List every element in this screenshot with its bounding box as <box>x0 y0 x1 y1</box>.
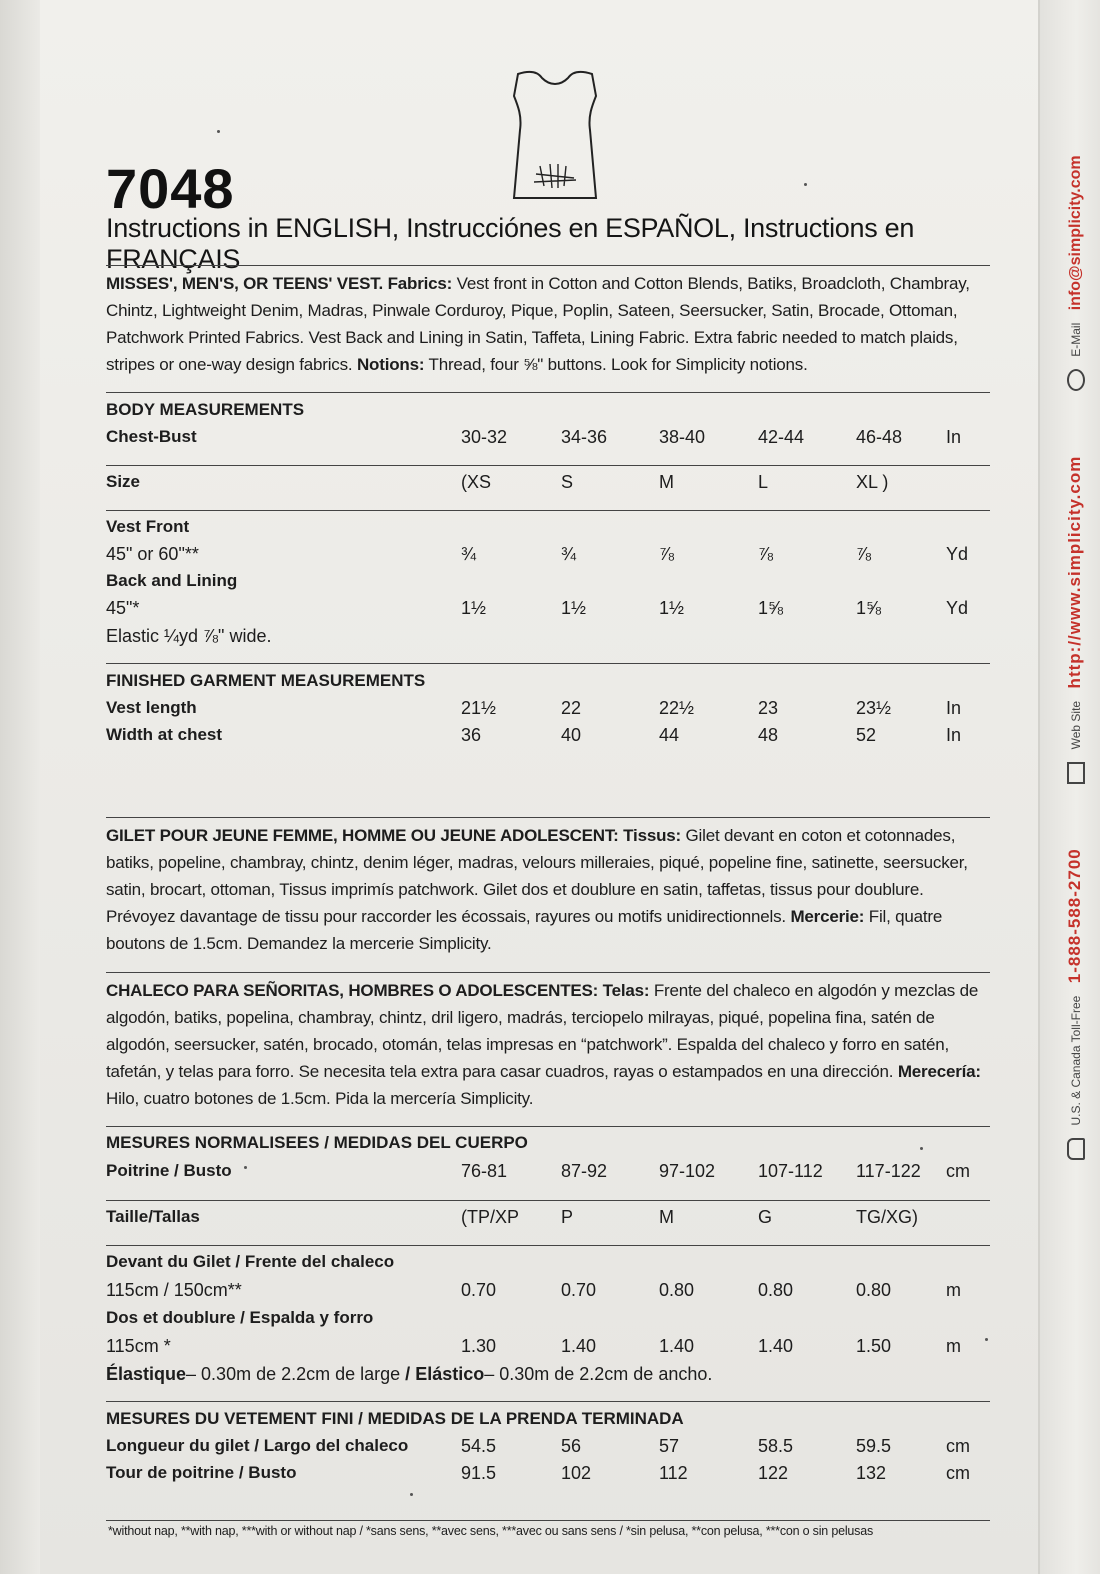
chest-value: 42-44 <box>758 427 805 447</box>
metric-back-m: 1.40 <box>561 1336 597 1356</box>
width-chest-label: Width at chest <box>106 725 223 744</box>
english-heading: MISSES', MEN'S, OR TEENS' VEST. <box>106 274 384 293</box>
vest-length-value: 23½ <box>856 698 892 718</box>
vest-front-yd: ¾ <box>561 544 577 564</box>
back-lining-yd: 1½ <box>561 598 587 618</box>
metric-chest-value: 117-122 <box>856 1161 921 1181</box>
divider <box>106 265 990 266</box>
metric-bust-value: 112 <box>659 1463 688 1483</box>
metric-size-value: TG/XG) <box>856 1207 918 1227</box>
vest-length-value: 22½ <box>659 698 695 718</box>
divider <box>106 1126 990 1127</box>
envelope-left-fold <box>0 0 40 1574</box>
divider <box>106 663 990 664</box>
metric-bust-value: 102 <box>561 1463 592 1483</box>
metric-bust-label: Tour de poitrine / Busto <box>106 1463 297 1482</box>
finished-heading: FINISHED GARMENT MEASUREMENTS <box>106 671 426 690</box>
size-value: (XS <box>461 472 492 492</box>
french-notions-text: Fil, quatre boutons de 1.5cm. Demandez la mercerie Simplicity. <box>106 907 943 953</box>
metric-chest-value: 87-92 <box>561 1161 608 1181</box>
back-lining-yd: 1½ <box>659 598 685 618</box>
metric-elastic-row <box>106 1364 996 1390</box>
divider <box>106 1200 990 1201</box>
email-icon <box>1067 369 1085 391</box>
english-fabrics-text: Vest front in Cotton and Cotton Blends, Batiks, Broadcloth, Chambray, Chintz, Lightweight Denim, Madras, Pinwale Corduroy, Pique, Poplin, Sateen, Seersucker, Satin, Brocade, Ottoman, Patchwork Printed Fabrics. Vest Back and Lining in Satin, Taffeta, Lining Fabric. Extra fabric needed to match plaids, stripes or one-way design fabrics. <box>106 274 970 374</box>
spanish-notions-text: Hilo, cuatro botones de 1.5cm. Pida la mercería Simplicity. <box>106 1089 534 1108</box>
spanish-fabrics-text: Frente del chaleco en algodón y mezclas de algodón, batiks, popelina, chambray, chintz, dril ligero, madrás, terciopelo milrayas, piqué, popelina fina, satén de algodón, seersucker, satén, brocado, otomán, telas impresas en “patchwork”. Espalda del chaleco y forro en satén, tafetán, y telas para forro. Se necesita tela extra para casar cuadros, rayas o estampados en una dirección. <box>106 981 979 1081</box>
english-notions-label: Notions: <box>356 355 425 374</box>
size-value: L <box>758 472 769 492</box>
metric-front-m: 0.80 <box>659 1280 695 1300</box>
metric-front-m: 0.70 <box>561 1280 597 1300</box>
divider <box>106 1401 990 1402</box>
metric-length-value: 59.5 <box>856 1436 892 1456</box>
spanish-fabrics-label: Telas: <box>602 981 650 1000</box>
metric-size-value: P <box>561 1207 574 1227</box>
metric-front-unit: m <box>946 1280 961 1300</box>
metric-bust-row <box>106 1463 996 1489</box>
metric-chest-unit: cm <box>946 1161 970 1181</box>
chest-label: Chest-Bust <box>106 427 197 446</box>
metric-front-row <box>106 1280 996 1306</box>
paper-speck <box>985 1338 988 1341</box>
metric-back-label: Dos et doublure / Espalda y forro <box>106 1308 374 1327</box>
nap-footnote: *without nap, **with nap, ***with or without nap / *sans sens, **avec sens, ***avec ou sans sens / *sin pelusa, **con pelusa, ***con o sin pelusas <box>108 1524 874 1538</box>
divider <box>106 510 990 511</box>
english-fabrics-label: Fabrics: <box>387 274 453 293</box>
elastic-note: Elastic ¼yd ⅞" wide. <box>106 626 272 646</box>
spanish-heading: CHALECO PARA SEÑORITAS, HOMBRES O ADOLESCENTES: <box>106 981 599 1000</box>
metric-length-value: 54.5 <box>461 1436 497 1456</box>
metric-chest-value: 107-112 <box>758 1161 823 1181</box>
width-chest-value: 40 <box>561 725 582 745</box>
vest-front-yd: ⅞ <box>659 544 675 564</box>
metric-bust-value: 91.5 <box>461 1463 497 1483</box>
metric-back-width: 115cm * <box>106 1336 171 1356</box>
french-fabrics-label: Tissus: <box>623 826 681 845</box>
metric-size-value: M <box>659 1207 674 1227</box>
vest-length-unit: In <box>946 698 962 718</box>
metric-size-row <box>106 1207 996 1233</box>
metric-back-m: 1.30 <box>461 1336 497 1356</box>
divider <box>106 1520 990 1521</box>
metric-size-value: (TP/XP <box>461 1207 520 1227</box>
metric-size-label: Taille/Tallas <box>106 1207 200 1226</box>
english-notions-text: Thread, four ⅝" buttons. Look for Simplicity notions. <box>428 355 808 374</box>
vest-length-row <box>106 698 996 724</box>
vest-front-label-row <box>106 517 996 543</box>
size-row <box>106 472 996 498</box>
vest-length-label: Vest length <box>106 698 197 717</box>
back-lining-width: 45"* <box>106 598 140 618</box>
phone-icon <box>1067 1138 1085 1160</box>
divider <box>106 392 990 393</box>
chest-value: 38-40 <box>659 427 706 447</box>
email-link[interactable]: info@simplicity.com <box>1067 155 1084 311</box>
vest-front-width: 45" or 60"** <box>106 544 199 564</box>
french-heading: GILET POUR JEUNE FEMME, HOMME OU JEUNE ADOLESCENT: <box>106 826 619 845</box>
metric-chest-value: 76-81 <box>461 1161 508 1181</box>
french-notions-label: Mercerie: <box>790 907 865 926</box>
paper-speck <box>410 1493 413 1496</box>
vest-length-value: 21½ <box>461 698 497 718</box>
chest-value: 30-32 <box>461 427 508 447</box>
back-lining-row <box>106 598 996 624</box>
metric-length-value: 57 <box>659 1436 680 1456</box>
paper-speck <box>920 1147 923 1150</box>
size-value: M <box>659 472 674 492</box>
metric-length-value: 58.5 <box>758 1436 794 1456</box>
metric-front-label: Devant du Gilet / Frente del chaleco <box>106 1252 395 1271</box>
computer-icon <box>1067 762 1085 784</box>
divider <box>106 465 990 466</box>
metric-back-m: 1.40 <box>659 1336 695 1356</box>
metric-bust-value: 132 <box>856 1463 887 1483</box>
metric-front-m: 0.80 <box>856 1280 892 1300</box>
width-chest-value: 36 <box>461 725 482 745</box>
elastic-es-text: – 0.30m de 2.2cm de ancho. <box>484 1364 713 1384</box>
french-fabrics-text: Gilet devant en coton et cotonnades, batiks, popeline, chambray, chintz, denim léger, madras, velours milleraies, piqué, popeline fine, satinette, seersucker, satin, brocart, ottoman, Tissus imprimís patchwork. Gilet dos et doublure en satin, taffetas, tissus pour doublure. Prévoyez davantage de tissu pour raccorder les écossais, rayures ou motifs unidirectionnels. <box>106 826 968 926</box>
metric-length-label: Longueur du gilet / Largo del chaleco <box>106 1436 409 1455</box>
vest-front-unit: Yd <box>946 544 969 564</box>
metric-chest-row <box>106 1161 996 1187</box>
vest-back-sketch-icon <box>500 66 610 206</box>
metric-front-label-row <box>106 1252 996 1278</box>
vest-front-yd: ¾ <box>461 544 477 564</box>
french-description <box>106 822 996 957</box>
metric-front-m: 0.70 <box>461 1280 497 1300</box>
metric-back-m: 1.40 <box>758 1336 794 1356</box>
divider <box>106 1245 990 1246</box>
width-chest-row <box>106 725 996 751</box>
pattern-number: 7048 <box>106 157 235 220</box>
back-lining-yd: 1½ <box>461 598 487 618</box>
email-label: E-Mail <box>1069 322 1083 357</box>
vest-front-yd: ⅞ <box>856 544 872 564</box>
vest-length-value: 22 <box>561 698 582 718</box>
metric-front-m: 0.80 <box>758 1280 794 1300</box>
back-lining-label-row <box>106 571 996 597</box>
metric-length-value: 56 <box>561 1436 582 1456</box>
back-lining-yd: 1⅝ <box>856 598 882 618</box>
metric-chest-value: 97-102 <box>659 1161 716 1181</box>
metric-length-unit: cm <box>946 1436 970 1456</box>
metric-front-width: 115cm / 150cm** <box>106 1280 242 1300</box>
paper-speck <box>244 1166 247 1169</box>
vest-front-row <box>106 544 996 570</box>
spanish-description <box>106 977 996 1112</box>
toll-free-label: U.S. & Canada Toll-Free <box>1069 995 1083 1126</box>
vest-front-yd: ⅞ <box>758 544 774 564</box>
paper-speck <box>217 130 220 133</box>
instructions-languages: Instructions in ENGLISH, Instrucciónes en ESPAÑOL, Instructions en FRANÇAIS <box>106 213 915 274</box>
metric-bust-value: 122 <box>758 1463 789 1483</box>
metric-body-heading: MESURES NORMALISEES / MEDIDAS DEL CUERPO <box>106 1133 528 1152</box>
back-lining-label: Back and Lining <box>106 571 238 590</box>
size-value: S <box>561 472 574 492</box>
contact-info <box>1065 155 1085 1160</box>
metric-back-label-row <box>106 1308 996 1334</box>
elastic-separator: / <box>400 1364 416 1384</box>
vest-length-value: 23 <box>758 698 779 718</box>
divider <box>106 972 990 973</box>
back-lining-yd: 1⅝ <box>758 598 784 618</box>
width-chest-value: 44 <box>659 725 680 745</box>
elastic-fr-label: Élastique <box>106 1364 187 1384</box>
elastic-fr-text: – 0.30m de 2.2cm de large <box>186 1364 401 1384</box>
width-chest-value: 52 <box>856 725 877 745</box>
spanish-notions-label: Merecería: <box>897 1062 981 1081</box>
size-label: Size <box>106 472 141 491</box>
metric-elastic-note <box>106 1364 712 1385</box>
chest-row <box>106 427 996 453</box>
website-link[interactable]: http://www.simplicity.com <box>1065 455 1084 689</box>
paper-speck <box>804 183 807 186</box>
metric-chest-label: Poitrine / Busto <box>106 1161 232 1180</box>
divider <box>106 817 990 818</box>
metric-back-row <box>106 1336 996 1362</box>
width-chest-unit: In <box>946 725 962 745</box>
vest-front-label: Vest Front <box>106 517 190 536</box>
metric-back-unit: m <box>946 1336 961 1356</box>
chest-unit: In <box>946 427 962 447</box>
metric-size-value: G <box>758 1207 773 1227</box>
elastic-es-label: Elástico <box>415 1364 485 1384</box>
metric-back-m: 1.50 <box>856 1336 892 1356</box>
elastic-row <box>106 626 996 652</box>
metric-finished-heading: MESURES DU VETEMENT FINI / MEDIDAS DE LA PRENDA TERMINADA <box>106 1409 684 1428</box>
website-label: Web Site <box>1069 700 1083 750</box>
english-description <box>106 270 996 378</box>
metric-bust-unit: cm <box>946 1463 970 1483</box>
chest-value: 46-48 <box>856 427 903 447</box>
back-lining-unit: Yd <box>946 598 969 618</box>
body-measurements-heading: BODY MEASUREMENTS <box>106 400 305 419</box>
toll-free-phone[interactable]: 1-888-588-2700 <box>1065 848 1084 984</box>
metric-length-row <box>106 1436 996 1462</box>
size-value: XL ) <box>856 472 889 492</box>
chest-value: 34-36 <box>561 427 608 447</box>
width-chest-value: 48 <box>758 725 779 745</box>
